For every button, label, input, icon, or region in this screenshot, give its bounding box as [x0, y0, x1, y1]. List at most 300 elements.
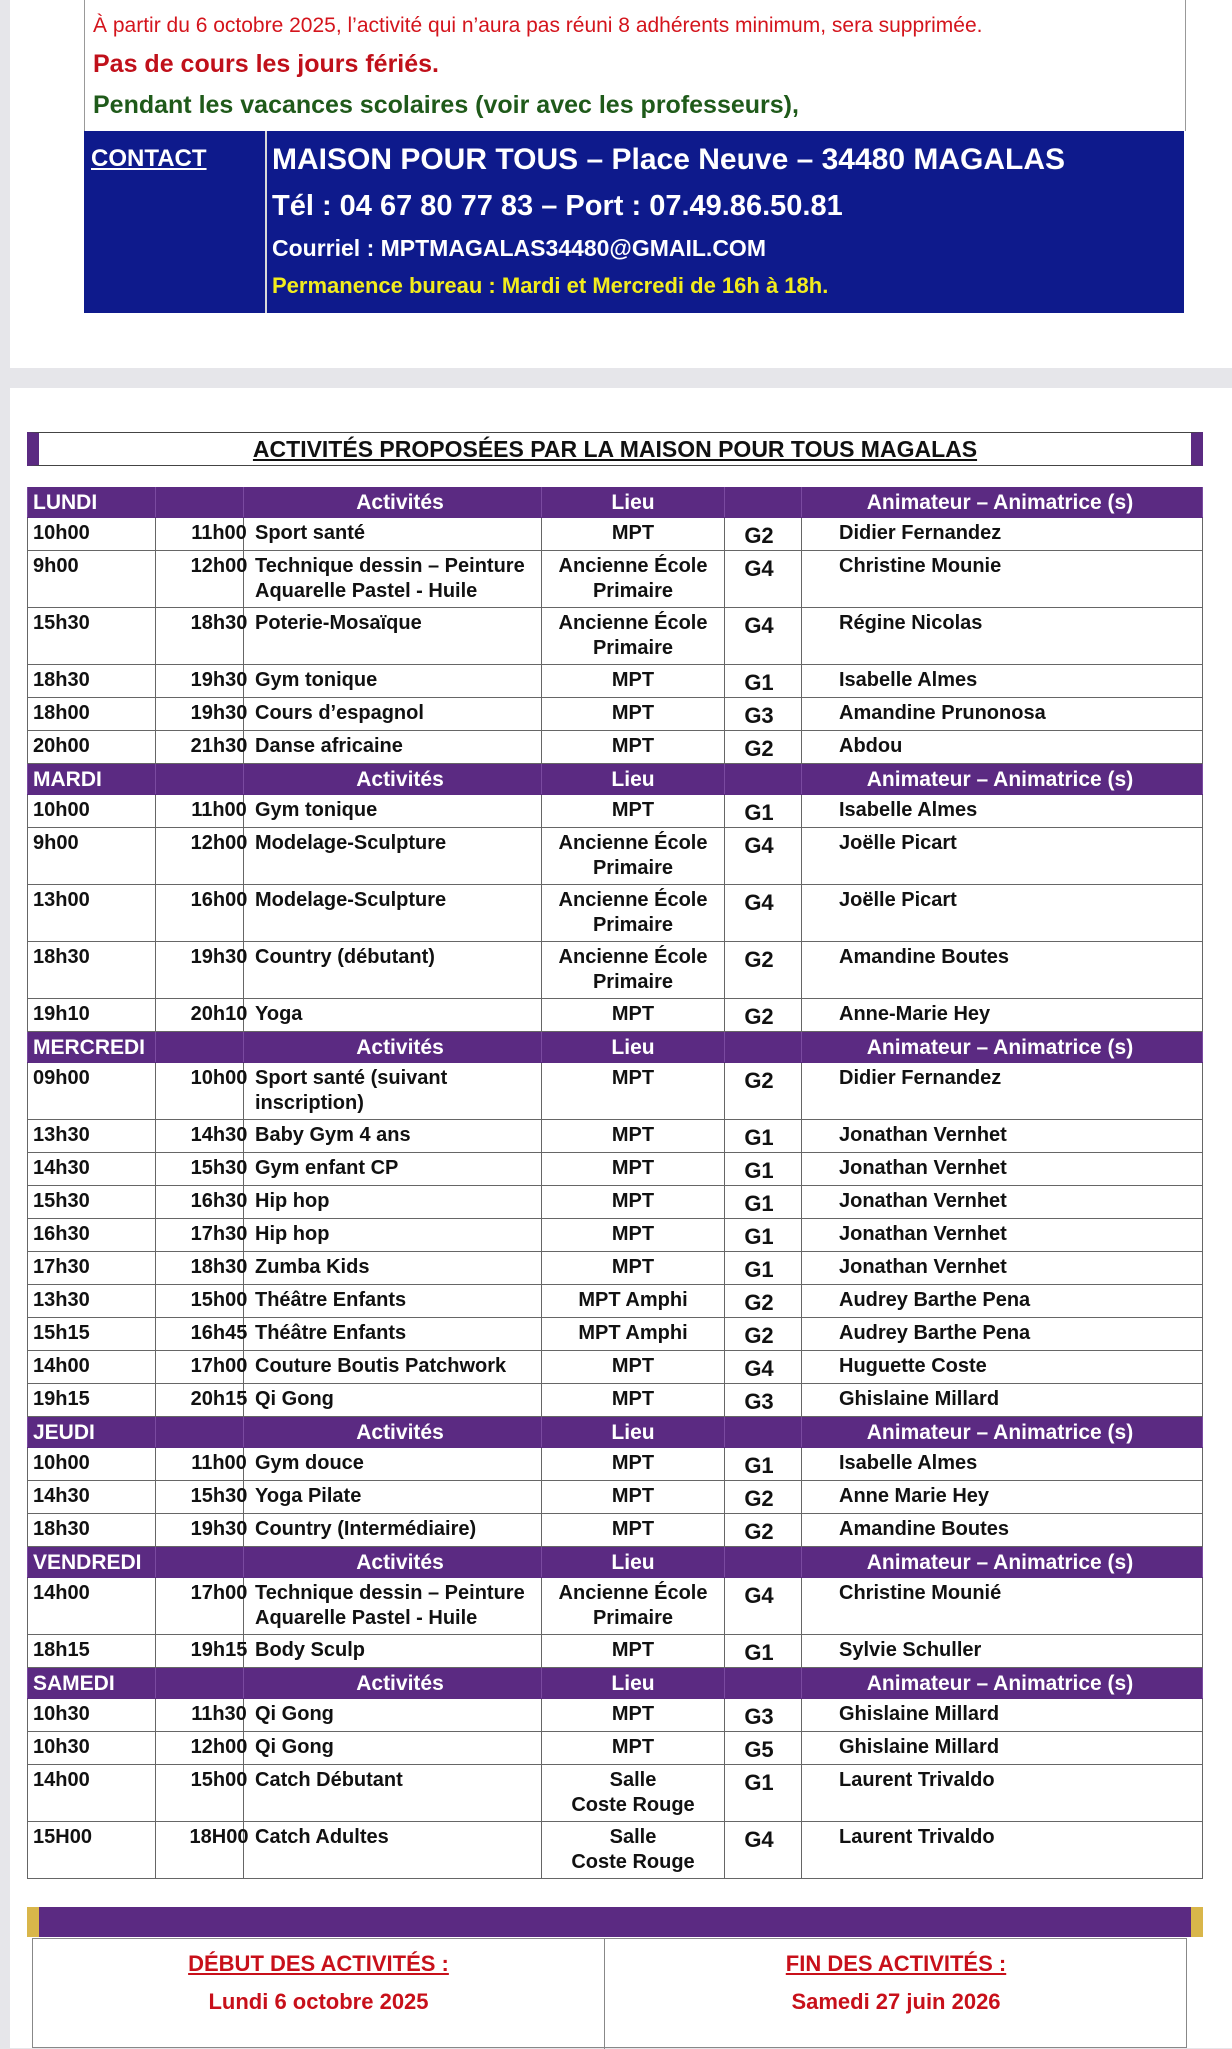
- place-line2: Primaire: [592, 580, 674, 602]
- schedule-row: [27, 698, 1203, 731]
- place: MPT: [611, 1388, 655, 1410]
- cell-border: [27, 1699, 28, 1731]
- cell-border: [801, 1765, 802, 1821]
- schedule-row: [27, 1732, 1203, 1765]
- group-code: G1: [744, 1257, 774, 1282]
- end-time: 14h30: [190, 1124, 248, 1146]
- cell-border: [801, 1635, 802, 1667]
- start-time: 10h00: [33, 799, 90, 821]
- place-line2: Primaire: [592, 857, 674, 879]
- activity-name: Hip hop: [255, 1190, 330, 1212]
- activity-name-line2: Aquarelle Pastel - Huile: [255, 1607, 478, 1629]
- leader-name: Jonathan Vernhet: [839, 1190, 1007, 1212]
- schedule-footer-bar: [27, 1907, 1203, 1937]
- activity-name: Zumba Kids: [255, 1256, 370, 1278]
- cell-border: [801, 731, 802, 763]
- cell-border: [27, 1063, 28, 1119]
- schedule-table: [27, 487, 1203, 1879]
- leader-name: Anne Marie Hey: [839, 1485, 990, 1507]
- cell-border: [27, 1384, 28, 1416]
- cell-border: [27, 1635, 28, 1667]
- start-time: 15h15: [33, 1322, 90, 1344]
- cell-border: [801, 1448, 802, 1480]
- cell-border: [724, 1668, 725, 1698]
- start-time: 13h00: [33, 889, 90, 911]
- activity-name-line2: inscription): [255, 1092, 364, 1114]
- leader-name: Sylvie Schuller: [839, 1639, 982, 1661]
- place: MPT: [611, 1355, 655, 1377]
- cell-border: [1202, 1514, 1203, 1546]
- start-time: 10h00: [33, 1452, 90, 1474]
- cell-border: [1202, 1448, 1203, 1480]
- schedule-title: ACTIVITÉS PROPOSÉES PAR LA MAISON POUR TOUS MAGALAS: [252, 436, 978, 462]
- place: MPT: [611, 669, 655, 691]
- activity-name: Country (Intermédiaire): [255, 1518, 477, 1540]
- cell-border: [1202, 1219, 1203, 1251]
- cell-border: [801, 1219, 802, 1251]
- activity-name: Qi Gong: [255, 1388, 334, 1410]
- col-animateur: Animateur – Animatrice (s): [866, 1672, 1134, 1695]
- cell-border: [801, 608, 802, 664]
- cell-border: [27, 1448, 28, 1480]
- place: MPT: [611, 1639, 655, 1661]
- activity-name: Modelage-Sculpture: [255, 889, 447, 911]
- cell-border: [801, 1153, 802, 1185]
- place: Ancienne École: [558, 946, 708, 968]
- start-time: 14h00: [33, 1355, 90, 1377]
- place: MPT: [611, 1703, 655, 1725]
- group-code: G1: [744, 1453, 774, 1478]
- schedule-row: [27, 1219, 1203, 1252]
- cell-border: [1202, 1732, 1203, 1764]
- place-line2: Coste Rouge: [571, 1794, 695, 1816]
- notice-box: [84, 0, 1186, 131]
- cell-border: [27, 1153, 28, 1185]
- cell-border: [27, 1578, 28, 1634]
- end-time: 19h30: [190, 946, 248, 968]
- cell-border: [27, 1765, 28, 1821]
- cell-border: [801, 665, 802, 697]
- cell-border: [243, 1417, 244, 1447]
- col-animateur: Animateur – Animatrice (s): [866, 491, 1134, 514]
- cell-border: [801, 1732, 802, 1764]
- place: MPT: [611, 1157, 655, 1179]
- cell-border: [27, 518, 28, 550]
- col-activites: Activités: [356, 1551, 444, 1574]
- place-line2: Primaire: [592, 971, 674, 993]
- cell-border: [801, 1285, 802, 1317]
- start-time: 15h30: [33, 1190, 90, 1212]
- cell-border: [27, 1186, 28, 1218]
- schedule-row: [27, 1699, 1203, 1732]
- cell-border: [1202, 1578, 1203, 1634]
- leader-name: Isabelle Almes: [839, 669, 978, 691]
- place: MPT: [611, 522, 655, 544]
- leader-name: Abdou: [839, 735, 903, 757]
- cell-border: [27, 1318, 28, 1350]
- end-time: 15h30: [190, 1157, 248, 1179]
- cell-border: [1202, 551, 1203, 607]
- start-time: 18h00: [33, 702, 90, 724]
- place: Salle: [609, 1769, 657, 1791]
- place: MPT Amphi: [578, 1289, 688, 1311]
- cell-border: [801, 551, 802, 607]
- start-time: 17h30: [33, 1256, 90, 1278]
- cell-border: [801, 698, 802, 730]
- group-code: G1: [744, 1224, 774, 1249]
- schedule-row: [27, 1351, 1203, 1384]
- leader-name: Isabelle Almes: [839, 799, 978, 821]
- col-activites: Activités: [356, 1672, 444, 1695]
- activity-name: Gym douce: [255, 1452, 364, 1474]
- start-time: 9h00: [33, 555, 79, 577]
- schedule-row: [27, 942, 1203, 999]
- group-code: G2: [744, 1290, 774, 1315]
- cell-border: [27, 1547, 28, 1577]
- leader-name: Didier Fernandez: [839, 522, 1002, 544]
- group-code: G5: [744, 1737, 774, 1762]
- leader-name: Jonathan Vernhet: [839, 1223, 1007, 1245]
- start-time: 18h30: [33, 946, 90, 968]
- cell-border: [1202, 1318, 1203, 1350]
- start-date: Lundi 6 octobre 2025: [208, 1989, 429, 2014]
- cell-border: [801, 1186, 802, 1218]
- end-time: 19h30: [190, 669, 248, 691]
- place-line2: Primaire: [592, 1607, 674, 1629]
- end-time: 19h15: [190, 1639, 248, 1661]
- contact-block: [84, 131, 1184, 313]
- cell-border: [27, 1285, 28, 1317]
- schedule-row: [27, 1448, 1203, 1481]
- activity-name: Modelage-Sculpture: [255, 832, 447, 854]
- cell-border: [801, 1384, 802, 1416]
- cell-border: [27, 1417, 28, 1447]
- contact-email[interactable]: Courriel : MPTMAGALAS34480@GMAIL.COM: [272, 235, 766, 261]
- cell-border: [243, 764, 244, 794]
- cell-border: [1202, 1635, 1203, 1667]
- contact-label: CONTACT: [91, 145, 207, 172]
- end-time: 11h00: [191, 799, 247, 821]
- start-time: 14h00: [33, 1769, 90, 1791]
- leader-name: Anne-Marie Hey: [839, 1003, 991, 1025]
- col-activites: Activités: [356, 768, 444, 791]
- group-code: G1: [744, 1191, 774, 1216]
- activity-name: Sport santé (suivant: [255, 1067, 448, 1089]
- day-header-jeudi: [27, 1417, 1203, 1448]
- contact-divider: [265, 131, 267, 313]
- cell-border: [801, 518, 802, 550]
- start-time: 15H00: [33, 1826, 92, 1848]
- cell-border: [801, 999, 802, 1031]
- place: MPT: [611, 1190, 655, 1212]
- cell-border: [1202, 608, 1203, 664]
- end-label: FIN DES ACTIVITÉS :: [785, 1951, 1007, 1976]
- start-time: 19h15: [33, 1388, 90, 1410]
- group-code: G4: [744, 1583, 774, 1608]
- cell-border: [1202, 1186, 1203, 1218]
- col-animateur: Animateur – Animatrice (s): [866, 1421, 1134, 1444]
- end-time: 21h30: [190, 735, 248, 757]
- start-time: 18h30: [33, 669, 90, 691]
- cell-border: [27, 885, 28, 941]
- cell-border: [27, 1219, 28, 1251]
- group-code: G1: [744, 1770, 774, 1795]
- cell-border: [801, 1822, 802, 1878]
- col-animateur: Animateur – Animatrice (s): [866, 1551, 1134, 1574]
- cell-border: [1202, 1765, 1203, 1821]
- place: MPT: [611, 799, 655, 821]
- cell-border: [27, 1351, 28, 1383]
- start-time: 18h30: [33, 1518, 90, 1540]
- end-time: 19h30: [190, 702, 248, 724]
- schedule-row: [27, 665, 1203, 698]
- place: MPT: [611, 1256, 655, 1278]
- schedule-row: [27, 1186, 1203, 1219]
- activity-name: Country (débutant): [255, 946, 435, 968]
- cell-border: [27, 665, 28, 697]
- group-code: G1: [744, 800, 774, 825]
- start-time: 15h30: [33, 612, 90, 634]
- leader-name: Régine Nicolas: [839, 612, 983, 634]
- group-code: G2: [744, 1519, 774, 1544]
- activity-name: Body Sculp: [255, 1639, 366, 1661]
- leader-name: Ghislaine Millard: [839, 1388, 1000, 1410]
- place: MPT Amphi: [578, 1322, 688, 1344]
- cell-border: [243, 487, 244, 517]
- col-animateur: Animateur – Animatrice (s): [866, 1036, 1134, 1059]
- cell-border: [801, 795, 802, 827]
- col-lieu: Lieu: [611, 1421, 655, 1444]
- day-name: MARDI: [33, 768, 102, 791]
- activity-name: Gym tonique: [255, 799, 378, 821]
- cell-border: [801, 1699, 802, 1731]
- activity-name: Qi Gong: [255, 1736, 334, 1758]
- cell-border: [724, 1032, 725, 1062]
- col-lieu: Lieu: [611, 1672, 655, 1695]
- group-code: G1: [744, 670, 774, 695]
- end-time: 16h00: [190, 889, 248, 911]
- place: Ancienne École: [558, 1582, 708, 1604]
- leader-name: Ghislaine Millard: [839, 1736, 1000, 1758]
- day-header-lundi: [27, 487, 1203, 518]
- end-time: 11h30: [191, 1703, 247, 1725]
- col-activites: Activités: [356, 1036, 444, 1059]
- end-time: 11h00: [191, 522, 247, 544]
- group-code: G2: [744, 1323, 774, 1348]
- end-time: 19h30: [190, 1518, 248, 1540]
- group-code: G4: [744, 1356, 774, 1381]
- cell-border: [27, 551, 28, 607]
- col-lieu: Lieu: [611, 1036, 655, 1059]
- cell-border: [1202, 1481, 1203, 1513]
- end-time: 18H00: [189, 1826, 249, 1848]
- group-code: G3: [744, 1704, 774, 1729]
- start-time: 14h30: [33, 1157, 90, 1179]
- activity-name: Gym tonique: [255, 669, 378, 691]
- cell-border: [243, 1032, 244, 1062]
- schedule-row: [27, 551, 1203, 608]
- schedule-row: [27, 1063, 1203, 1120]
- schedule-row: [27, 828, 1203, 885]
- leader-name: Huguette Coste: [839, 1355, 987, 1377]
- cell-border: [801, 1578, 802, 1634]
- group-code: G2: [744, 1004, 774, 1029]
- schedule-row: [27, 1822, 1203, 1879]
- day-header-samedi: [27, 1668, 1203, 1699]
- end-time: 17h30: [190, 1223, 248, 1245]
- cell-border: [243, 1668, 244, 1698]
- col-lieu: Lieu: [611, 768, 655, 791]
- activity-name: Baby Gym 4 ans: [255, 1124, 411, 1146]
- cell-border: [1202, 1822, 1203, 1878]
- leader-name: Jonathan Vernhet: [839, 1124, 1007, 1146]
- cell-border: [1202, 885, 1203, 941]
- place: MPT: [611, 1003, 655, 1025]
- cell-border: [1202, 1153, 1203, 1185]
- schedule-row: [27, 1285, 1203, 1318]
- leader-name: Jonathan Vernhet: [839, 1256, 1007, 1278]
- end-date: Samedi 27 juin 2026: [791, 1989, 1001, 2014]
- group-code: G1: [744, 1640, 774, 1665]
- cell-border: [801, 1252, 802, 1284]
- leader-name: Christine Mounie: [839, 555, 1002, 577]
- schedule-row: [27, 518, 1203, 551]
- schedule-row: [27, 1765, 1203, 1822]
- schedule-row: [27, 1514, 1203, 1547]
- cell-border: [1202, 665, 1203, 697]
- place: MPT: [611, 1518, 655, 1540]
- season-dates: [32, 1938, 1187, 2048]
- cell-border: [1202, 828, 1203, 884]
- place: Ancienne École: [558, 889, 708, 911]
- cell-border: [27, 608, 28, 664]
- activity-name: Hip hop: [255, 1223, 330, 1245]
- group-code: G4: [744, 556, 774, 581]
- activity-name: Yoga: [255, 1003, 303, 1025]
- group-code: G3: [744, 1389, 774, 1414]
- cell-border: [724, 764, 725, 794]
- start-time: 09h00: [33, 1067, 90, 1089]
- activity-name: Catch Adultes: [255, 1826, 389, 1848]
- cell-border: [27, 1732, 28, 1764]
- leader-name: Christine Mounié: [839, 1582, 1002, 1604]
- place-line2: Primaire: [592, 914, 674, 936]
- cell-border: [801, 1351, 802, 1383]
- cell-border: [801, 1514, 802, 1546]
- cell-border: [801, 1063, 802, 1119]
- cell-border: [1202, 698, 1203, 730]
- start-time: 16h30: [33, 1223, 90, 1245]
- end-time: 15h30: [190, 1485, 248, 1507]
- start-time: 18h15: [33, 1639, 90, 1661]
- group-code: G2: [744, 1068, 774, 1093]
- place: Salle: [609, 1826, 657, 1848]
- end-time: 12h00: [190, 832, 248, 854]
- schedule-title-bar: [27, 432, 1203, 466]
- group-code: G2: [744, 947, 774, 972]
- cell-border: [801, 1120, 802, 1152]
- notice-school-vacation: Pendant les vacances scolaires (voir avec les professeurs),: [93, 91, 799, 119]
- start-time: 20h00: [33, 735, 90, 757]
- cell-border: [27, 999, 28, 1031]
- end-time: 12h00: [190, 555, 248, 577]
- leader-name: Amandine Boutes: [839, 1518, 1010, 1540]
- cell-border: [1202, 1699, 1203, 1731]
- leader-name: Laurent Trivaldo: [839, 1769, 995, 1791]
- contact-office-hours: Permanence bureau : Mardi et Mercredi de 16h à 18h.: [272, 273, 829, 298]
- activity-name: Cours d’espagnol: [255, 702, 424, 724]
- start-time: 10h30: [33, 1736, 90, 1758]
- cell-border: [1202, 1351, 1203, 1383]
- cell-border: [724, 1417, 725, 1447]
- end-time: 15h00: [190, 1769, 248, 1791]
- activity-name: Théâtre Enfants: [255, 1322, 407, 1344]
- activity-name: Gym enfant CP: [255, 1157, 399, 1179]
- place: MPT: [611, 702, 655, 724]
- day-header-mardi: [27, 764, 1203, 795]
- cell-border: [27, 1252, 28, 1284]
- activity-name: Catch Débutant: [255, 1769, 403, 1791]
- cell-border: [1202, 1120, 1203, 1152]
- start-time: 10h30: [33, 1703, 90, 1725]
- leader-name: Amandine Prunonosa: [839, 702, 1046, 724]
- place: Ancienne École: [558, 555, 708, 577]
- day-name: MERCREDI: [33, 1036, 146, 1059]
- day-name: VENDREDI: [33, 1551, 142, 1574]
- place: MPT: [611, 1452, 655, 1474]
- schedule-row: [27, 885, 1203, 942]
- cell-border: [724, 487, 725, 517]
- end-time: 15h00: [190, 1289, 248, 1311]
- end-time: 17h00: [190, 1355, 248, 1377]
- place-line2: Primaire: [592, 637, 674, 659]
- cell-border: [1202, 1285, 1203, 1317]
- col-activites: Activités: [356, 1421, 444, 1444]
- end-time: 18h30: [190, 1256, 248, 1278]
- end-time: 11h00: [191, 1452, 247, 1474]
- schedule-row: [27, 1153, 1203, 1186]
- start-time: 19h10: [33, 1003, 90, 1025]
- cell-border: [801, 1481, 802, 1513]
- cell-border: [1202, 999, 1203, 1031]
- activity-name: Qi Gong: [255, 1703, 334, 1725]
- day-name: JEUDI: [33, 1421, 95, 1444]
- place: MPT: [611, 1223, 655, 1245]
- group-code: G4: [744, 1827, 774, 1852]
- group-code: G1: [744, 1158, 774, 1183]
- end-time: 12h00: [190, 1736, 248, 1758]
- cell-border: [27, 698, 28, 730]
- contact-phone: Tél : 04 67 80 77 83 – Port : 07.49.86.50.81: [272, 190, 843, 222]
- cell-border: [27, 731, 28, 763]
- leader-name: Amandine Boutes: [839, 946, 1010, 968]
- schedule-row: [27, 1120, 1203, 1153]
- cell-border: [27, 828, 28, 884]
- schedule-row: [27, 1481, 1203, 1514]
- contact-address: MAISON POUR TOUS – Place Neuve – 34480 MAGALAS: [272, 143, 1066, 176]
- group-code: G4: [744, 890, 774, 915]
- cell-border: [1202, 1252, 1203, 1284]
- cell-border: [27, 487, 28, 517]
- cell-border: [27, 764, 28, 794]
- activity-name: Sport santé: [255, 522, 366, 544]
- activity-name: Poterie-Mosaïque: [255, 612, 422, 634]
- place: Ancienne École: [558, 832, 708, 854]
- col-activites: Activités: [356, 491, 444, 514]
- cell-border: [801, 885, 802, 941]
- schedule-row: [27, 1578, 1203, 1635]
- place-line2: Coste Rouge: [571, 1851, 695, 1873]
